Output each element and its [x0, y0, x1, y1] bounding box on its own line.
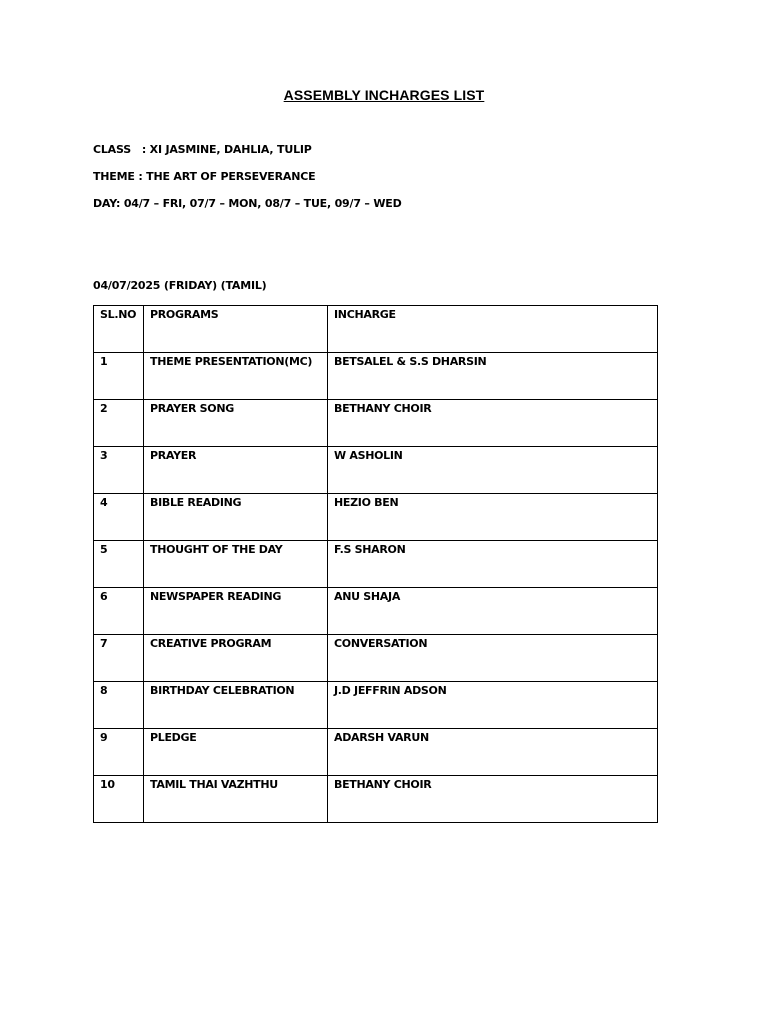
- row-incharge: BETSALEL & S.S DHARSIN: [328, 353, 658, 400]
- row-incharge: CONVERSATION: [328, 635, 658, 682]
- row-program: PLEDGE: [144, 729, 328, 776]
- row-sl-no: 4: [94, 494, 144, 541]
- header-incharge: INCHARGE: [328, 306, 658, 353]
- row-program: THEME PRESENTATION(MC): [144, 353, 328, 400]
- header-sl-no: SL.NO: [94, 306, 144, 353]
- row-program: PRAYER SONG: [144, 400, 328, 447]
- row-sl-no: 2: [94, 400, 144, 447]
- page-title: ASSEMBLY INCHARGES LIST: [283, 87, 485, 103]
- row-incharge: BETHANY CHOIR: [328, 776, 658, 823]
- table-row: [94, 776, 658, 823]
- row-program: TAMIL THAI VAZHTHU: [144, 776, 328, 823]
- theme-info: THEME : THE ART OF PERSEVERANCE: [93, 170, 316, 183]
- class-info: CLASS : XI JASMINE, DAHLIA, TULIP: [93, 143, 312, 156]
- day-info: DAY: 04/7 – FRI, 07/7 – MON, 08/7 – TUE, 09/7 – WED: [93, 197, 402, 210]
- header-programs: PROGRAMS: [144, 306, 328, 353]
- row-program: PRAYER: [144, 447, 328, 494]
- table-row: [94, 729, 658, 776]
- row-program: NEWSPAPER READING: [144, 588, 328, 635]
- table-row: [94, 353, 658, 400]
- row-program: BIBLE READING: [144, 494, 328, 541]
- row-incharge: BETHANY CHOIR: [328, 400, 658, 447]
- table-row: [94, 588, 658, 635]
- row-incharge: W ASHOLIN: [328, 447, 658, 494]
- table-row: [94, 447, 658, 494]
- row-sl-no: 9: [94, 729, 144, 776]
- row-sl-no: 1: [94, 353, 144, 400]
- table-header-row: [94, 306, 658, 353]
- table-row: [94, 635, 658, 682]
- table-row: [94, 400, 658, 447]
- row-incharge: HEZIO BEN: [328, 494, 658, 541]
- row-incharge: ANU SHAJA: [328, 588, 658, 635]
- incharges-table: [93, 305, 658, 823]
- row-program: BIRTHDAY CELEBRATION: [144, 682, 328, 729]
- row-incharge: F.S SHARON: [328, 541, 658, 588]
- table-row: [94, 682, 658, 729]
- row-program: THOUGHT OF THE DAY: [144, 541, 328, 588]
- table-row: [94, 494, 658, 541]
- table-row: [94, 541, 658, 588]
- row-sl-no: 10: [94, 776, 144, 823]
- row-program: CREATIVE PROGRAM: [144, 635, 328, 682]
- row-sl-no: 8: [94, 682, 144, 729]
- row-incharge: ADARSH VARUN: [328, 729, 658, 776]
- row-sl-no: 3: [94, 447, 144, 494]
- section-heading: 04/07/2025 (FRIDAY) (TAMIL): [93, 279, 267, 292]
- row-sl-no: 6: [94, 588, 144, 635]
- row-incharge: J.D JEFFRIN ADSON: [328, 682, 658, 729]
- row-sl-no: 5: [94, 541, 144, 588]
- row-sl-no: 7: [94, 635, 144, 682]
